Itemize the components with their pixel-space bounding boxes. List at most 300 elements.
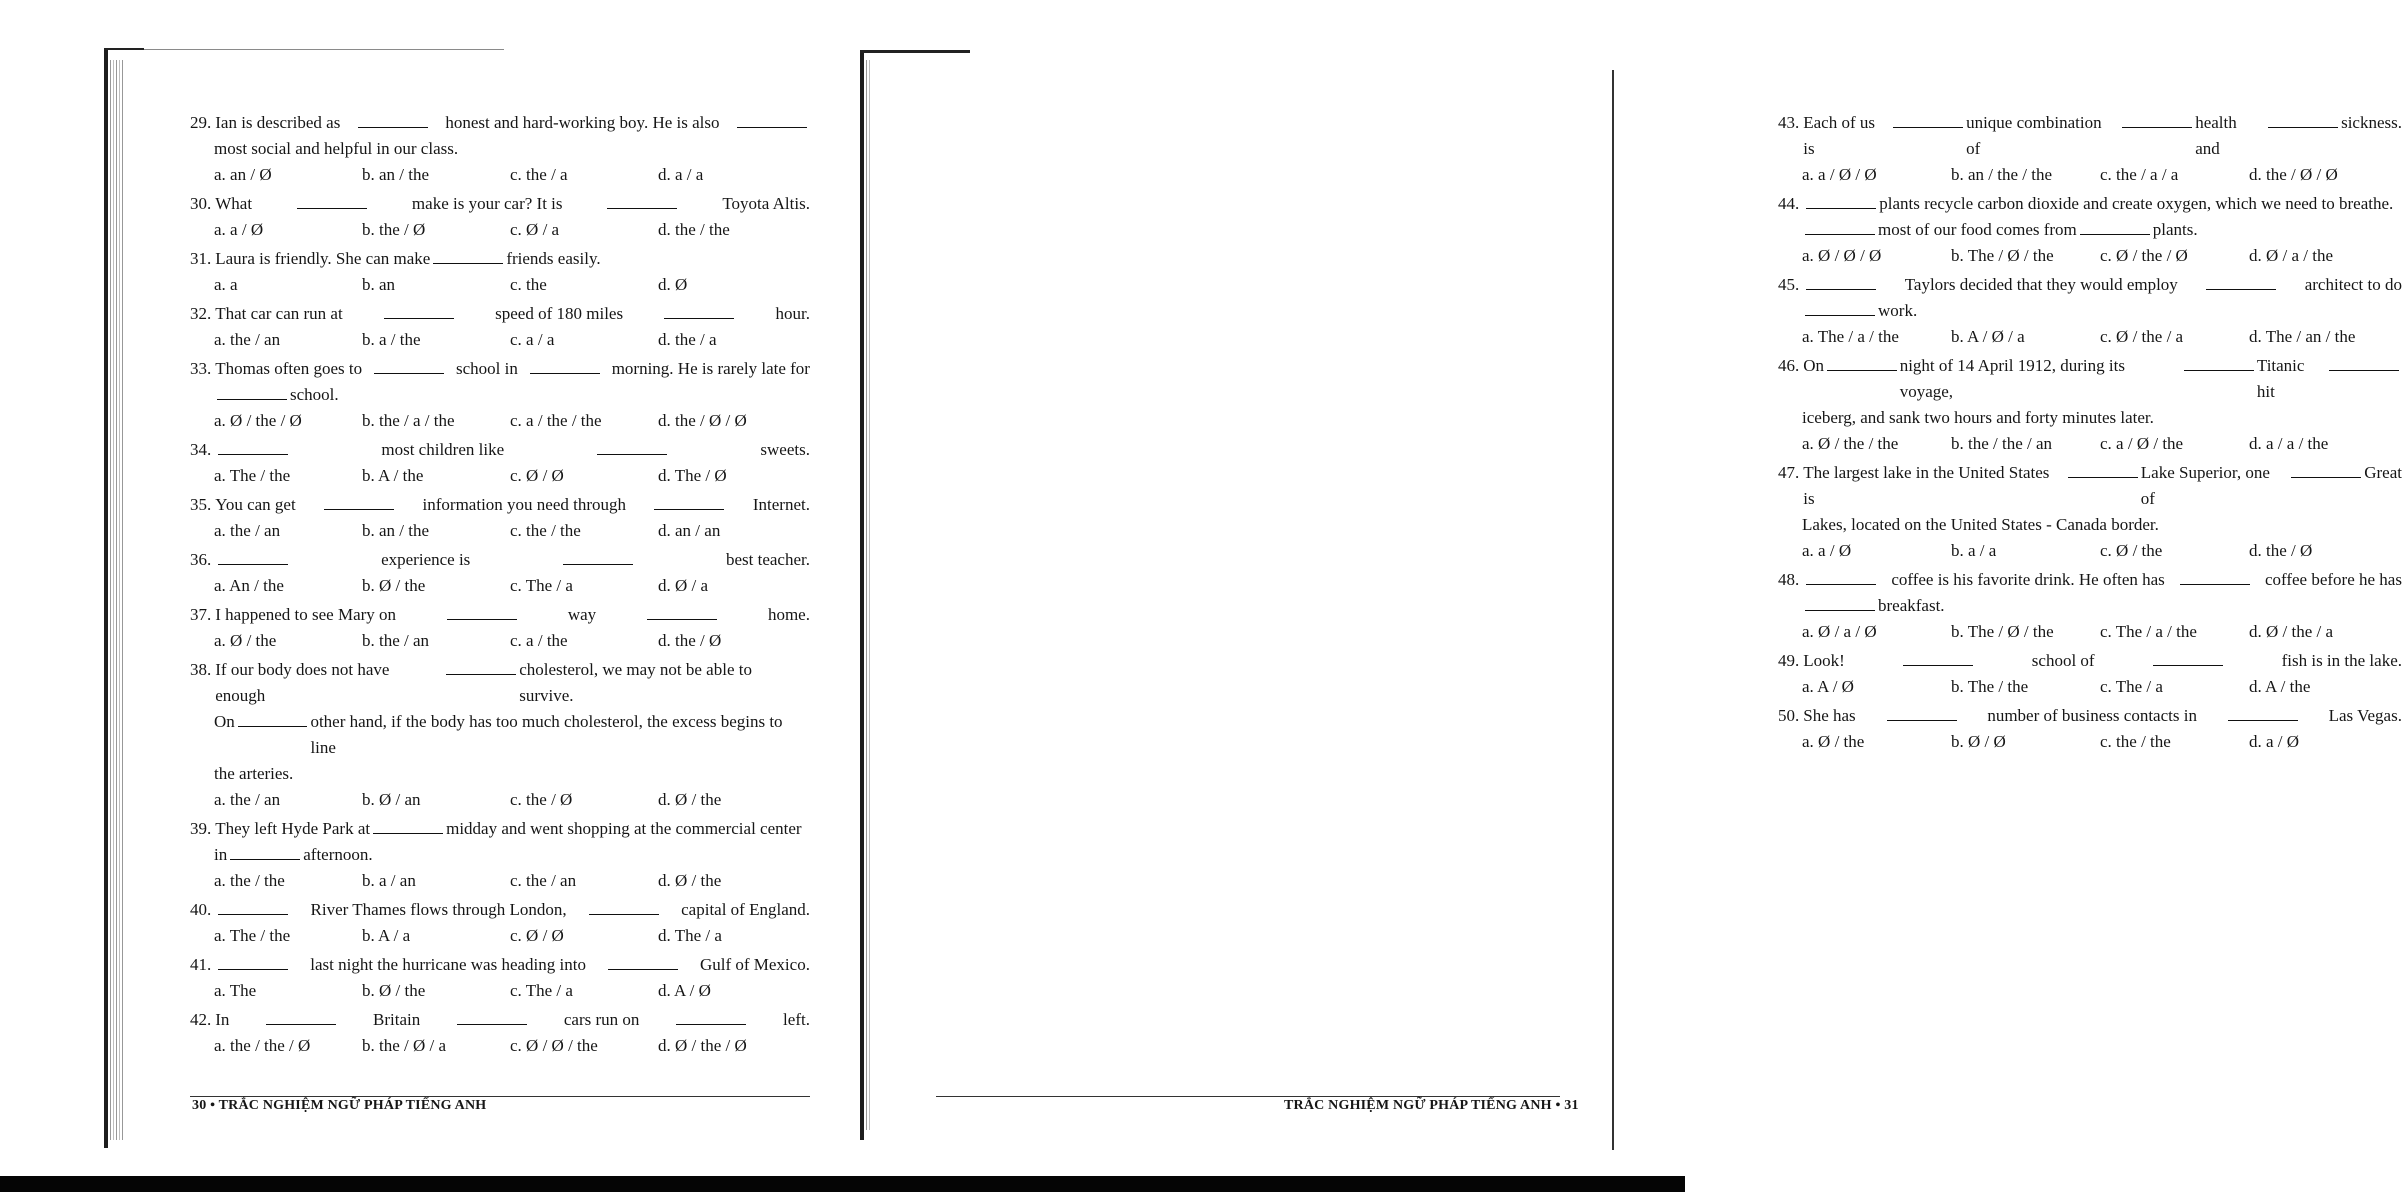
answer-option: d. Ø / the / Ø	[658, 1036, 747, 1055]
question-segment: sickness.	[2341, 113, 2402, 132]
question-number: 44.	[1778, 194, 1800, 213]
question-item	[190, 952, 810, 1004]
question-number: 43.	[1778, 113, 1800, 132]
question-line	[1803, 460, 2402, 512]
question-segment: home.	[767, 605, 810, 624]
question-number: 29.	[190, 113, 212, 132]
binding-shadow-right	[866, 60, 872, 1130]
question-text	[1803, 703, 2402, 729]
answer-option: b. A / a	[362, 926, 411, 945]
question-line	[1803, 648, 2402, 674]
answer-blank	[1806, 584, 1876, 585]
question-line	[215, 1007, 810, 1033]
answer-blank	[2184, 370, 2254, 371]
question-item	[190, 492, 810, 544]
answer-options	[1778, 243, 2402, 269]
question-first-line	[190, 301, 810, 327]
answer-option: d. A / the	[2249, 677, 2311, 696]
answer-blank	[2080, 234, 2150, 235]
question-number: 40.	[190, 900, 212, 919]
question-number: 50.	[1778, 706, 1800, 725]
question-segment: breakfast.	[1878, 596, 1945, 615]
answer-blank	[218, 914, 288, 915]
footer-rule-right	[936, 1096, 1560, 1097]
question-segment: capital of England.	[681, 900, 810, 919]
answer-option: a. The / a / the	[1802, 327, 1899, 346]
question-text	[1802, 217, 2402, 243]
answer-blank	[373, 833, 443, 834]
answer-blank	[563, 564, 633, 565]
answer-option: c. the	[510, 275, 547, 294]
question-segment: unique combination of	[1966, 113, 2102, 158]
answer-option: d. The / a	[658, 926, 722, 945]
answer-option: a. Ø / Ø / Ø	[1802, 246, 1882, 265]
answer-option: d. the / Ø	[658, 631, 722, 650]
answer-blank	[1893, 127, 1963, 128]
answer-option: a. a / Ø	[1802, 541, 1852, 560]
answer-option: c. Ø / Ø / the	[510, 1036, 598, 1055]
answer-option: c. the / an	[510, 871, 577, 890]
answer-option: d. The / Ø	[658, 466, 727, 485]
question-first-line	[1778, 567, 2402, 593]
question-item	[190, 191, 810, 243]
answer-blank	[447, 619, 517, 620]
answer-blank	[230, 859, 300, 860]
question-item	[190, 246, 810, 298]
question-continuation	[1778, 298, 2402, 324]
question-line	[215, 602, 810, 628]
question-segment: honest and hard-working boy. He is also	[445, 113, 720, 132]
answer-blank	[2268, 127, 2338, 128]
answer-option: c. The / a / the	[2100, 622, 2197, 641]
question-item	[190, 356, 810, 434]
page-footer-left: 30 • TRẮC NGHIỆM NGỮ PHÁP TIẾNG ANH	[192, 1098, 487, 1113]
answer-blank	[530, 373, 600, 374]
answer-option: b. a / an	[362, 871, 416, 890]
question-segment: experience is	[381, 550, 471, 569]
answer-option: d. Ø	[658, 275, 688, 294]
answer-option: c. the / Ø	[510, 790, 573, 809]
answer-option: a. the / an	[214, 521, 281, 540]
question-line	[1803, 272, 2402, 298]
answer-option: b. the / an	[362, 631, 430, 650]
answer-option: c. Ø / Ø	[510, 466, 564, 485]
top-rule	[144, 49, 504, 50]
question-segment: Lakes, located on the United States - Canada border.	[1802, 515, 2159, 534]
answer-option: a. a / Ø	[214, 220, 264, 239]
question-segment: Taylors decided that they would employ	[1904, 275, 2178, 294]
question-number: 46.	[1778, 356, 1800, 375]
question-first-line	[190, 952, 810, 978]
answer-option: a. Ø / the / Ø	[214, 411, 302, 430]
question-segment: best teacher.	[725, 550, 810, 569]
question-first-line	[190, 1007, 810, 1033]
answer-option: c. the / the	[510, 521, 581, 540]
answer-option: c. a / Ø / the	[2100, 434, 2184, 453]
answer-blank	[1805, 315, 1875, 316]
question-line	[214, 842, 810, 868]
question-first-line	[1778, 272, 2402, 298]
left-page	[0, 0, 842, 1192]
answer-option: a. a	[214, 275, 238, 294]
answer-blank	[2068, 477, 2138, 478]
question-item	[190, 301, 810, 353]
question-segment: Thomas often goes to	[215, 359, 363, 378]
answer-option: b. The / Ø / the	[1951, 622, 2054, 641]
outer-edge-right	[1612, 70, 1614, 1150]
question-item	[190, 602, 810, 654]
question-segment: architect to do	[2304, 275, 2402, 294]
answer-option: b. a / a	[1951, 541, 1997, 560]
question-segment: sweets.	[760, 440, 810, 459]
question-continuation	[1778, 217, 2402, 243]
answer-options	[190, 923, 810, 949]
answer-option: c. Ø / the	[2100, 541, 2163, 560]
question-item	[1778, 567, 2402, 645]
question-segment: way	[567, 605, 597, 624]
answer-option: b. Ø / the	[362, 576, 426, 595]
question-item	[190, 110, 810, 188]
question-text	[215, 602, 810, 628]
question-segment: On	[1803, 356, 1825, 375]
answer-options	[1778, 324, 2402, 350]
question-line	[215, 547, 810, 573]
question-number: 37.	[190, 605, 212, 624]
binding-shadow	[110, 60, 124, 1140]
question-number: 36.	[190, 550, 212, 569]
question-text	[215, 191, 810, 217]
answer-option: a. The / the	[214, 466, 291, 485]
question-segment: make is your car? It is	[411, 194, 563, 213]
question-text	[1803, 110, 2402, 162]
answer-option: a. a / Ø / Ø	[1802, 165, 1877, 184]
answer-blank	[2228, 720, 2298, 721]
question-continuation	[190, 761, 810, 787]
question-text	[215, 952, 810, 978]
question-first-line	[190, 356, 810, 382]
answer-options	[190, 217, 810, 243]
question-text	[214, 382, 810, 408]
question-segment: In	[215, 1010, 230, 1029]
question-first-line	[190, 547, 810, 573]
question-item	[1778, 110, 2402, 188]
answer-blank	[1903, 665, 1973, 666]
question-number: 45.	[1778, 275, 1800, 294]
question-segment: Titanic hit	[2256, 356, 2305, 401]
question-continuation	[190, 842, 810, 868]
question-segment: coffee before he has	[2264, 570, 2402, 589]
answer-option: b. Ø / an	[362, 790, 421, 809]
answer-option: b. Ø / Ø	[1951, 732, 2006, 751]
question-continuation	[1778, 405, 2402, 431]
answer-option: b. an	[362, 275, 396, 294]
answer-blank	[608, 969, 678, 970]
question-segment: the arteries.	[214, 764, 294, 783]
answer-blank	[1806, 289, 1876, 290]
answer-blank	[2122, 127, 2192, 128]
answer-option: a. an / Ø	[214, 165, 272, 184]
answer-blank	[358, 127, 428, 128]
question-segment: Look!	[1803, 651, 1845, 670]
answer-options	[190, 573, 810, 599]
question-line	[215, 492, 810, 518]
answer-option: a. Ø / the	[214, 631, 277, 650]
question-number: 41.	[190, 955, 212, 974]
answer-option: d. Ø / a	[658, 576, 709, 595]
question-segment: health and	[2195, 113, 2237, 158]
answer-option: b. A / Ø / a	[1951, 327, 2025, 346]
question-number: 38.	[190, 660, 212, 679]
question-segment: What	[215, 194, 253, 213]
answer-options	[1778, 674, 2402, 700]
question-segment: school in	[455, 359, 518, 378]
question-segment: Toyota Altis.	[722, 194, 810, 213]
question-first-line	[190, 437, 810, 463]
question-segment: You can get	[215, 495, 296, 514]
answer-option: b. an / the	[362, 165, 430, 184]
answer-option: b. the / the / an	[1951, 434, 2053, 453]
question-number: 42.	[190, 1010, 212, 1029]
answer-option: c. a / the	[510, 631, 568, 650]
answer-blank	[607, 208, 677, 209]
question-item	[190, 437, 810, 489]
answer-option: c. The / a	[2100, 677, 2163, 696]
answer-blank	[218, 969, 288, 970]
question-text	[1803, 353, 2402, 405]
question-segment: in	[214, 845, 228, 864]
question-line	[214, 382, 810, 408]
answer-blank	[676, 1024, 746, 1025]
answer-option: d. a / a	[658, 165, 704, 184]
answer-blank	[737, 127, 807, 128]
question-text	[1802, 298, 2402, 324]
answer-blank	[218, 454, 288, 455]
question-segment: Great	[2364, 463, 2402, 482]
question-segment: information you need through	[422, 495, 627, 514]
answer-option: a. Ø / the / the	[1802, 434, 1899, 453]
question-line	[1802, 593, 2402, 619]
answer-blank	[374, 373, 444, 374]
answer-options	[190, 162, 810, 188]
answer-blank	[297, 208, 367, 209]
corner-mark	[104, 48, 144, 50]
question-first-line	[1778, 460, 2402, 512]
answer-option: c. The / a	[510, 576, 573, 595]
question-line	[1802, 217, 2402, 243]
question-first-line	[190, 191, 810, 217]
footer-rule	[190, 1096, 810, 1097]
question-segment: fish is in the lake.	[2281, 651, 2402, 670]
question-line	[215, 356, 810, 382]
answer-blank	[1806, 208, 1876, 209]
question-segment: On	[214, 712, 235, 731]
question-segment: The largest lake in the United States is	[1803, 463, 2050, 508]
question-line	[1803, 567, 2402, 593]
answer-blank	[654, 509, 724, 510]
question-text	[215, 246, 810, 272]
question-text	[214, 842, 810, 868]
question-segment: Each of us is	[1803, 113, 1876, 158]
answer-options	[190, 463, 810, 489]
question-continuation	[1778, 593, 2402, 619]
answer-option: a. the / an	[214, 330, 281, 349]
question-text	[1803, 272, 2402, 298]
answer-option: a. the / the	[214, 871, 285, 890]
answer-option: c. the / the	[2100, 732, 2171, 751]
question-text	[215, 897, 810, 923]
question-number: 33.	[190, 359, 212, 378]
question-continuation	[190, 382, 810, 408]
question-line	[215, 952, 810, 978]
answer-option: b. a / the	[362, 330, 421, 349]
question-segment: hour.	[775, 304, 810, 323]
question-segment: If our body does not have enough	[215, 660, 390, 705]
question-continuation	[190, 709, 810, 761]
question-number: 39.	[190, 819, 212, 838]
answer-options	[1778, 729, 2402, 755]
answer-option: a. The	[214, 981, 257, 1000]
answer-options	[190, 327, 810, 353]
answer-options	[190, 978, 810, 1004]
question-item	[1778, 703, 2402, 755]
answer-options	[1778, 538, 2402, 564]
question-segment: left.	[783, 1010, 810, 1029]
question-segment: last night the hurricane was heading into	[310, 955, 586, 974]
question-segment: school.	[290, 385, 339, 404]
question-first-line	[1778, 110, 2402, 162]
question-segment: Ian is described as	[215, 113, 341, 132]
answer-option: c. a / a	[510, 330, 555, 349]
question-segment: cholesterol, we may not be able to survive.	[519, 660, 752, 705]
answer-option: d. Ø / a / the	[2249, 246, 2334, 265]
question-item	[190, 547, 810, 599]
answer-options	[190, 868, 810, 894]
answer-option: d. a / Ø	[2249, 732, 2300, 751]
question-segment: work.	[1878, 301, 1918, 320]
answer-blank	[1887, 720, 1957, 721]
question-line	[1803, 110, 2402, 162]
question-item	[1778, 648, 2402, 700]
question-continuation	[1778, 512, 2402, 538]
question-number: 47.	[1778, 463, 1800, 482]
question-text	[215, 816, 810, 842]
answer-option: b. the / Ø / a	[362, 1036, 447, 1055]
binding-edge	[104, 48, 108, 1148]
answer-options	[190, 628, 810, 654]
answer-blank	[647, 619, 717, 620]
question-item	[1778, 460, 2402, 564]
corner-mark-right	[860, 50, 970, 53]
answer-option: a. A / Ø	[1802, 677, 1854, 696]
answer-option: c. Ø / the / a	[2100, 327, 2184, 346]
answer-blank	[1805, 610, 1875, 611]
answer-option: d. Ø / the	[658, 871, 722, 890]
answer-option: d. an / an	[658, 521, 721, 540]
answer-blank	[446, 674, 516, 675]
answer-option: c. Ø / the / Ø	[2100, 246, 2188, 265]
question-segment: school of	[2031, 651, 2095, 670]
question-first-line	[190, 492, 810, 518]
answer-option: d. Ø / the	[658, 790, 722, 809]
answer-options	[1778, 431, 2402, 457]
answer-option: b. The / Ø / the	[1951, 246, 2054, 265]
question-number: 31.	[190, 249, 212, 268]
question-first-line	[1778, 703, 2402, 729]
question-continuation	[190, 136, 810, 162]
answer-blank	[2180, 584, 2250, 585]
answer-blank	[324, 509, 394, 510]
answer-option: b. an / the / the	[1951, 165, 2053, 184]
question-text	[1803, 648, 2402, 674]
question-first-line	[1778, 648, 2402, 674]
question-first-line	[190, 657, 810, 709]
question-segment: plants.	[2152, 220, 2198, 239]
question-text	[215, 301, 810, 327]
question-line	[215, 657, 810, 709]
question-text	[215, 547, 810, 573]
question-segment: afternoon.	[303, 845, 373, 864]
question-segment: They left Hyde Park at	[215, 819, 371, 838]
question-segment: She has	[1803, 706, 1856, 725]
answer-blank	[597, 454, 667, 455]
answer-option: b. the / Ø	[362, 220, 426, 239]
question-line	[215, 110, 810, 136]
answer-option: d. the / a	[658, 330, 717, 349]
question-line	[215, 191, 810, 217]
answer-option: c. The / a	[510, 981, 573, 1000]
question-segment: most social and helpful in our class.	[214, 139, 459, 158]
question-segment: cars run on	[563, 1010, 640, 1029]
question-number: 34.	[190, 440, 212, 459]
question-segment: Laura is friendly. She can make	[215, 249, 431, 268]
answer-option: b. Ø / the	[362, 981, 426, 1000]
question-text	[1803, 191, 2402, 217]
question-text	[1803, 460, 2402, 512]
question-segment: plants recycle carbon dioxide and create oxygen, which we need to breathe.	[1879, 194, 2394, 213]
answer-option: b. the / a / the	[362, 411, 455, 430]
answer-option: d. Ø / the / a	[2249, 622, 2334, 641]
question-segment: speed of 180 miles	[495, 304, 624, 323]
answer-blank	[433, 263, 503, 264]
question-text	[215, 110, 810, 136]
question-line	[1803, 703, 2402, 729]
question-text	[215, 657, 810, 709]
question-segment: most of our food comes from	[1878, 220, 2077, 239]
question-first-line	[190, 897, 810, 923]
answer-blank	[2206, 289, 2276, 290]
question-line	[214, 709, 810, 761]
question-item	[190, 897, 810, 949]
question-text	[215, 437, 810, 463]
answer-blank	[589, 914, 659, 915]
answer-blank	[1805, 234, 1875, 235]
question-number: 32.	[190, 304, 212, 323]
question-line	[215, 897, 810, 923]
answer-options	[190, 1033, 810, 1059]
question-number: 49.	[1778, 651, 1800, 670]
question-segment: Gulf of Mexico.	[699, 955, 810, 974]
answer-option: c. Ø / Ø	[510, 926, 564, 945]
answer-option: d. the / Ø	[2249, 541, 2313, 560]
question-item	[1778, 353, 2402, 457]
question-item	[190, 657, 810, 813]
question-segment: Internet.	[752, 495, 810, 514]
answer-blank	[664, 318, 734, 319]
answer-option: c. a / the / the	[510, 411, 602, 430]
answer-option: d. the / the	[658, 220, 730, 239]
question-segment: other hand, if the body has too much cholesterol, the excess begins to line	[310, 712, 783, 757]
answer-blank	[217, 399, 287, 400]
